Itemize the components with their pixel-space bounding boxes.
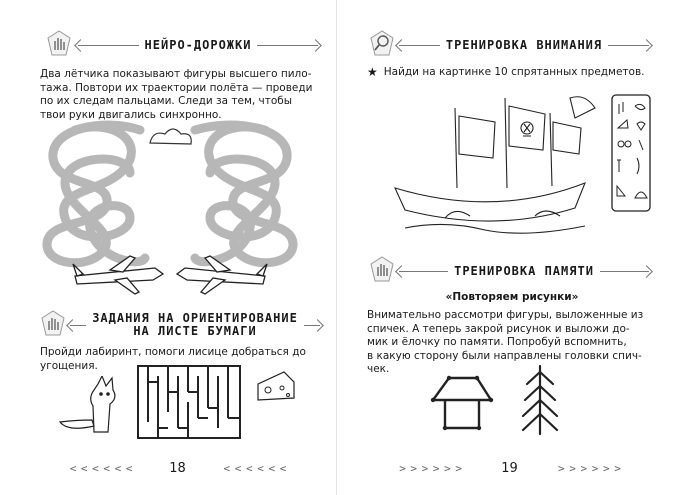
- footer-decoration: > > > > > >: [399, 461, 462, 475]
- hand-icon: [44, 28, 74, 58]
- section-title: НЕЙРО-ДОРОЖКИ: [144, 38, 252, 52]
- section-title-line: ЗАДАНИЯ НА ОРИЕНТИРОВАНИЕ: [92, 311, 298, 325]
- neuro-instructions: [40, 68, 315, 122]
- match-tree-figure: [515, 362, 565, 438]
- maze-illustration: [134, 362, 244, 442]
- text-line: в какую сторону были направлены головки спич-: [367, 349, 642, 362]
- section-header-orientation: [70, 312, 320, 338]
- page-number: 19: [501, 460, 518, 476]
- section-header-memory: [399, 264, 649, 278]
- footer-decoration: > > > > > >: [557, 461, 620, 475]
- footer-decoration: < < < < < <: [223, 461, 286, 475]
- section-title-line: НА ЛИСТЕ БУМАГИ: [133, 324, 257, 338]
- text-line: мик и ёлочку по памяти. Попробуй вспомнить,: [367, 336, 627, 348]
- text-line: твои руки двигались синхронно.: [40, 108, 222, 121]
- text-line: Внимательно рассмотри фигуры, выложенные из: [367, 309, 644, 321]
- text-line: Пройди лабиринт, помоги лисице добраться до: [40, 346, 306, 358]
- hidden-objects-panel: [611, 94, 651, 212]
- attention-task: [367, 66, 657, 80]
- task-text: Найди на картинке 10 спрятанных предметов.: [383, 66, 645, 78]
- text-line: спичек. А теперь закрой рисунок и выложи до-: [367, 322, 630, 335]
- fox-illustration: [58, 376, 128, 438]
- flight-trails-illustration: [35, 118, 305, 300]
- text-line: по их следам пальцами. Следи за тем, чтобы: [40, 95, 293, 107]
- match-house-figure: [427, 372, 497, 434]
- pirate-ship-illustration: [385, 88, 607, 238]
- page-footer-right: [367, 459, 652, 477]
- text-line: тажа. Повтори их траектории полёта — проведи: [40, 81, 313, 94]
- magnifier-icon: [367, 28, 397, 58]
- hand-icon: [38, 308, 68, 338]
- hand-icon: [367, 254, 397, 284]
- text-line: чек.: [367, 363, 390, 375]
- section-header-neuro: [78, 38, 318, 52]
- section-title: [86, 312, 304, 338]
- memory-subtitle: «Повторяем рисунки»: [445, 291, 579, 303]
- page-footer-left: [40, 459, 315, 477]
- cloud-icon: [150, 129, 191, 144]
- text-line: Два лётчика показывают фигуры высшего пило-: [40, 68, 312, 80]
- star-icon: ★: [367, 65, 378, 79]
- memory-instructions: [367, 309, 657, 377]
- cheese-icon: [256, 370, 296, 402]
- section-header-attention: [399, 38, 649, 52]
- section-title: ТРЕНИРОВКА ПАМЯТИ: [454, 264, 594, 278]
- section-title: ТРЕНИРОВКА ВНИМАНИЯ: [445, 38, 603, 52]
- footer-decoration: < < < < < <: [69, 461, 132, 475]
- text-line: угощения.: [40, 359, 98, 372]
- right-page: [337, 0, 674, 495]
- page-number: 18: [169, 460, 186, 476]
